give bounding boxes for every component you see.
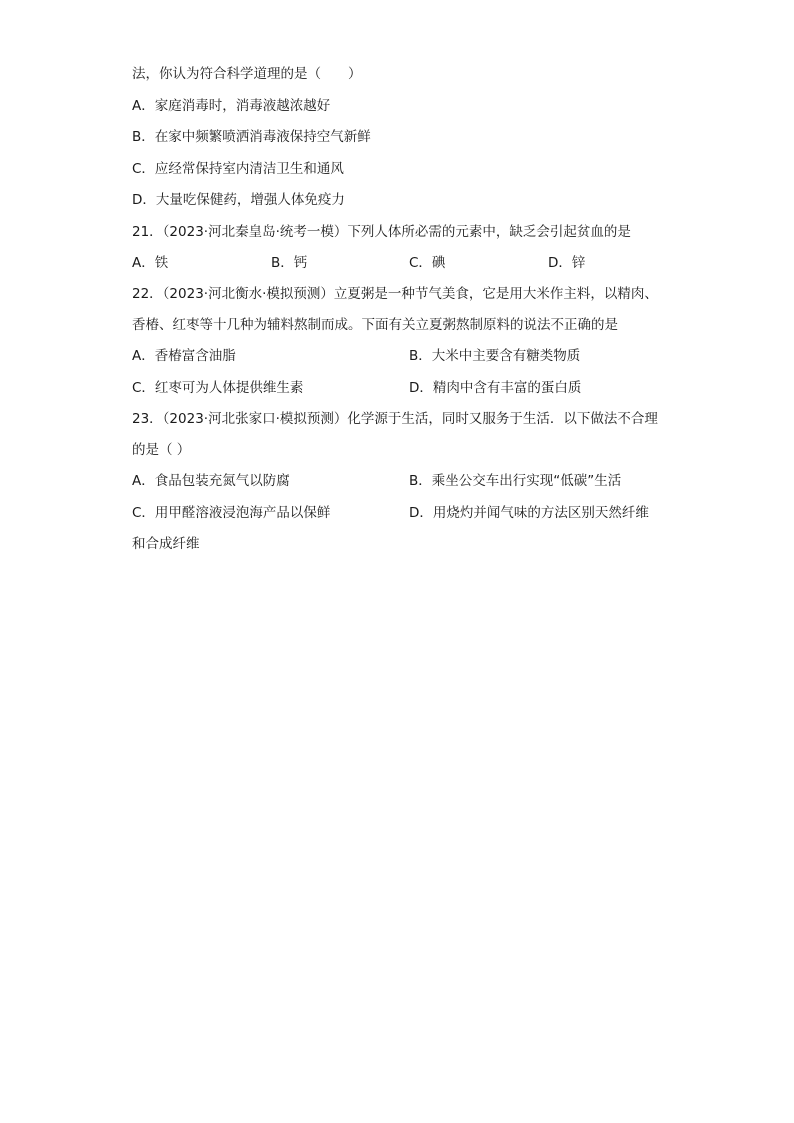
q20-option-c: C．应经常保持室内清洁卫生和通风 xyxy=(132,161,344,177)
q21-option-a: A．铁 xyxy=(132,255,169,271)
q22-option-b: B．大米中主要含有糖类物质 xyxy=(409,348,581,364)
q23-option-d-continuation: 和合成纤维 xyxy=(132,536,200,552)
q21-option-b: B．钙 xyxy=(271,255,308,271)
q20-option-b: B．在家中频繁喷洒消毒液保持空气新鲜 xyxy=(132,129,371,145)
q22-option-c: C．红枣可为人体提供维生素 xyxy=(132,380,304,396)
q20-option-a: A．家庭消毒时，消毒液越浓越好 xyxy=(132,98,331,114)
q22-stem-line2: 香椿、红枣等十几种为辅料熬制而成。下面有关立夏粥熬制原料的说法不正确的是 xyxy=(132,317,618,333)
q23-option-b: B．乘坐公交车出行实现“低碳”生活 xyxy=(409,473,622,489)
q23-stem-line1: 23．（2023·河北张家口·模拟预测）化学源于生活，同时又服务于生活．以下做法不合理 xyxy=(132,411,658,427)
q23-option-a: A．食品包装充氮气以防腐 xyxy=(132,473,290,489)
q20-option-d: D．大量吃保健药，增强人体免疫力 xyxy=(132,192,345,208)
q21-option-c: C．碘 xyxy=(409,255,446,271)
q23-stem-line2: 的是（ ） xyxy=(132,442,191,458)
q22-option-d: D．精肉中含有丰富的蛋白质 xyxy=(409,380,582,396)
q21-option-d: D．锌 xyxy=(548,255,586,271)
q21-stem: 21．（2023·河北秦皇岛·统考一模）下列人体所必需的元素中，缺乏会引起贫血的是 xyxy=(132,224,631,240)
q20-stem: 法，你认为符合科学道理的是（ ） xyxy=(132,66,362,82)
q23-option-d: D．用烧灼并闻气味的方法区别天然纤维 xyxy=(409,505,649,521)
q22-stem-line1: 22．（2023·河北衡水·模拟预测）立夏粥是一种节气美食，它是用大米作主料，以精肉、 xyxy=(132,286,658,302)
q22-option-a: A．香椿富含油脂 xyxy=(132,348,236,364)
q23-option-c: C．用甲醛溶液浸泡海产品以保鲜 xyxy=(132,505,331,521)
